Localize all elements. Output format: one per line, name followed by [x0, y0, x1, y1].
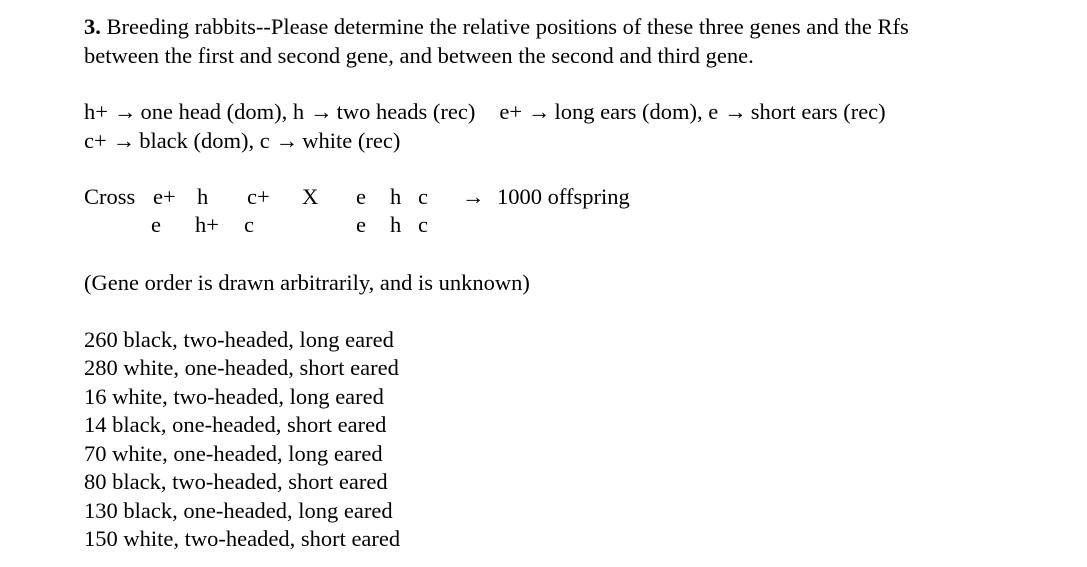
question-number: 3. [84, 14, 101, 39]
p1-top-gene-2: h [197, 184, 209, 209]
allele-line-2 [84, 127, 1074, 156]
p1-top-gene-3: c+ [247, 184, 270, 209]
allele-c-desc: white (rec) [302, 127, 401, 153]
arrow-icon: → [724, 99, 747, 124]
p2-top-gene-3: c [418, 184, 428, 209]
offspring-list [84, 326, 1074, 554]
list-item: 280 white, one-headed, short eared [84, 355, 399, 380]
p2-bottom-gene-3: c [418, 212, 428, 237]
question-line-2: between the first and second gene, and between the second and third gene. [84, 42, 754, 68]
allele-h-plus: h+ [84, 99, 108, 124]
p1-bottom-gene-2: h+ [195, 212, 219, 237]
allele-c-plus: c+ [84, 127, 107, 153]
arrow-icon: → [462, 184, 485, 209]
cross-result: 1000 offspring [497, 184, 630, 209]
p1-bottom-gene-1: e [151, 212, 161, 237]
p2-bottom-gene-1: e [356, 212, 366, 237]
p1-top-gene-1: e+ [153, 184, 176, 209]
allele-c-plus-desc: black (dom), c [139, 127, 270, 153]
cross-diagram [84, 183, 1074, 243]
list-item: 16 white, two-headed, long eared [84, 383, 384, 409]
list-item: 80 black, two-headed, short eared [84, 469, 388, 494]
allele-h-plus-desc: one head (dom), h [140, 99, 305, 124]
list-item: 14 black, one-headed, short eared [84, 412, 387, 437]
p2-bottom-gene-2: h [390, 212, 402, 237]
allele-e-desc: short ears (rec) [750, 99, 886, 124]
document-page [84, 13, 1074, 554]
cross-times: X [302, 184, 319, 209]
allele-h-desc: two heads (rec) [336, 99, 476, 124]
list-item: 130 black, one-headed, long eared [84, 497, 393, 523]
p1-bottom-gene-3: c [244, 212, 254, 237]
arrow-icon: → [275, 127, 299, 153]
arrow-icon: → [113, 99, 137, 124]
arrow-icon: → [310, 99, 333, 124]
allele-line-1 [84, 98, 1074, 127]
cross-label: Cross [84, 184, 136, 209]
gene-order-note: (Gene order is drawn arbitrarily, and is unknown) [84, 270, 530, 295]
allele-e-plus: e+ [499, 99, 523, 124]
p2-top-gene-2: h [390, 184, 402, 209]
question-line-1 [84, 13, 1074, 42]
list-item: 150 white, two-headed, short eared [84, 526, 401, 551]
p2-top-gene-1: e [356, 184, 366, 209]
list-item: 260 black, two-headed, long eared [84, 326, 394, 352]
allele-e-plus-desc: long ears (dom), e [554, 99, 719, 124]
list-item: 70 white, one-headed, long eared [84, 440, 383, 466]
arrow-icon: → [112, 127, 136, 153]
question-text-1: Breeding rabbits--Please determine the relative positions of these three genes and the Rfs [100, 14, 909, 39]
arrow-icon: → [528, 99, 551, 124]
